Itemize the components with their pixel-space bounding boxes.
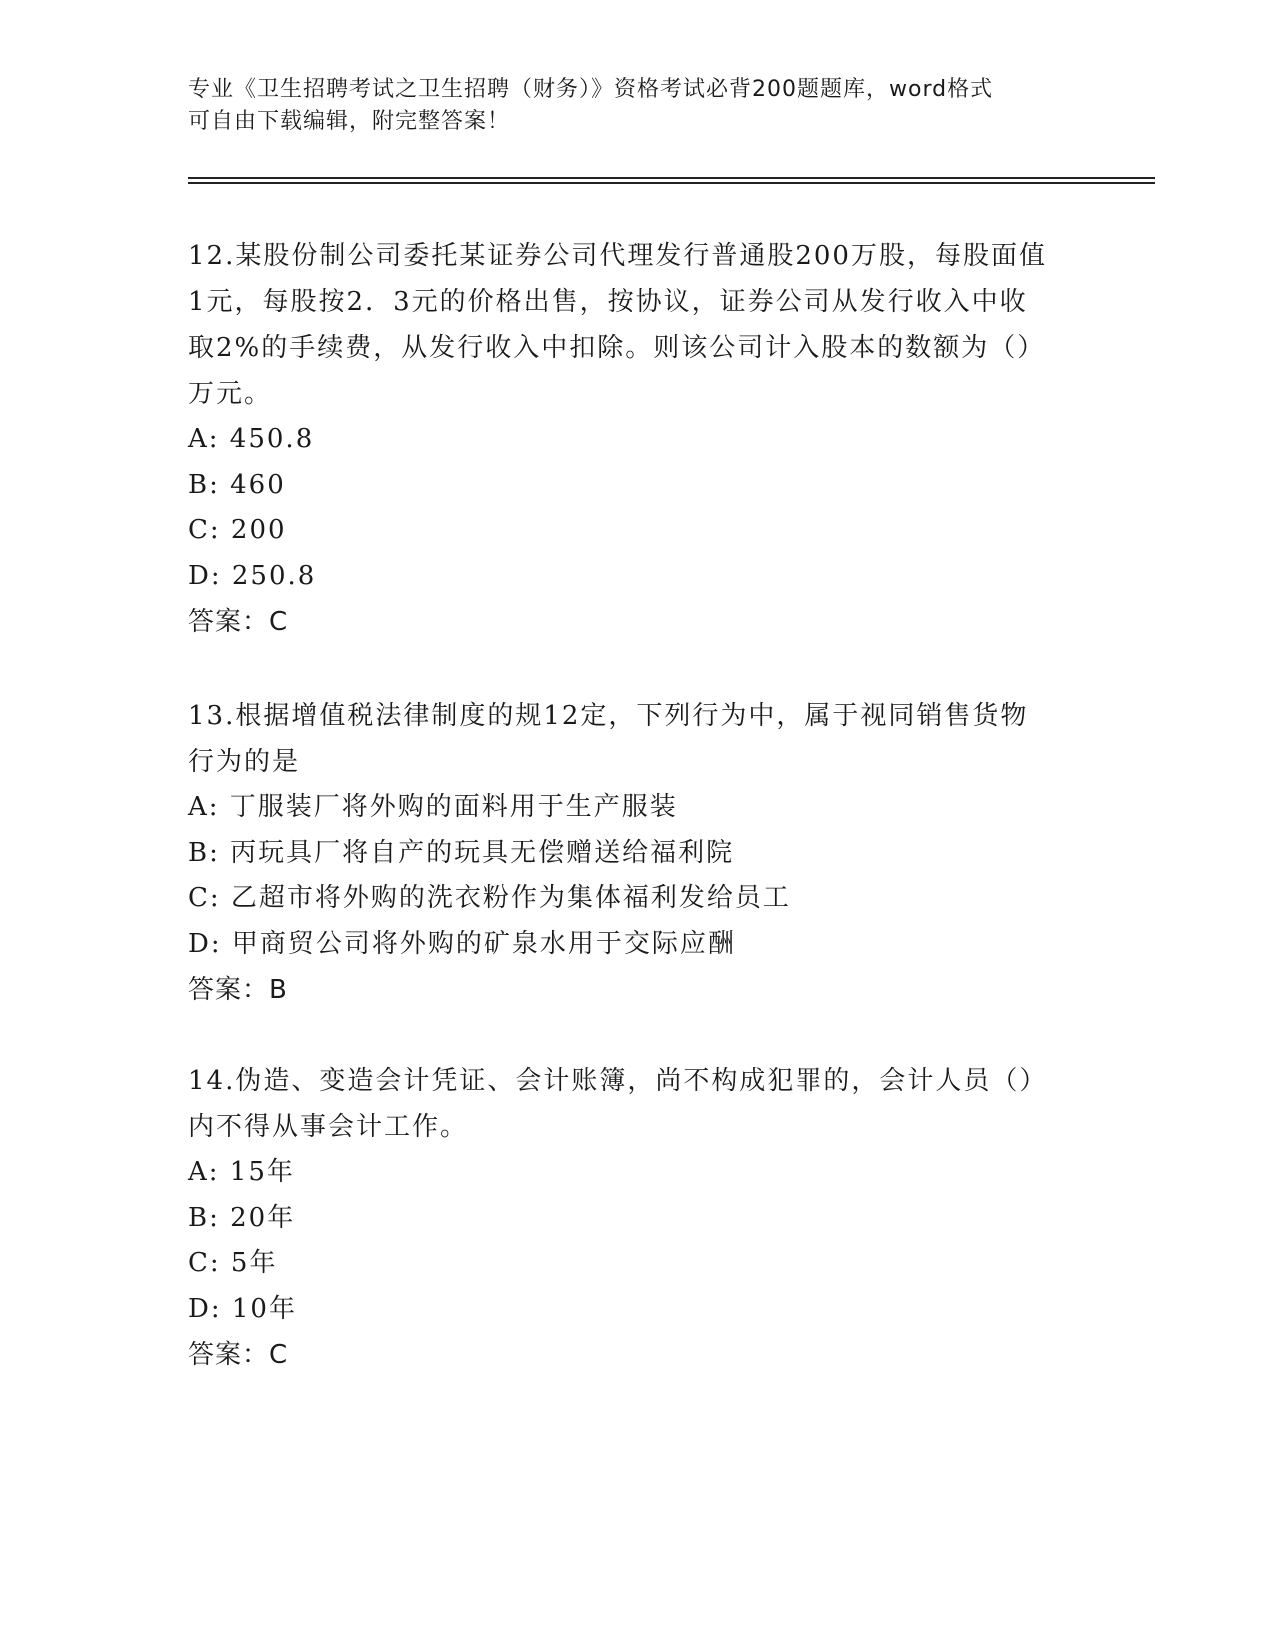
answer: 答案：B — [188, 975, 288, 1005]
option-c: C: 200 — [188, 515, 287, 545]
question-stem — [188, 1058, 1088, 1150]
answer: 答案：C — [188, 1340, 289, 1370]
header-rule-top — [188, 177, 1155, 179]
header-rule-bottom — [188, 182, 1155, 184]
stem-line: 14.伪造、变造会计凭证、会计账簿，尚不构成犯罪的，会计人员（） — [188, 1066, 1048, 1096]
option-c: C: 乙超市将外购的洗衣粉作为集体福利发给员工 — [188, 883, 791, 913]
option-d: D: 甲商贸公司将外购的矿泉水用于交际应酬 — [188, 928, 736, 959]
question-stem — [188, 233, 1088, 417]
option-b: B: 丙玩具厂将自产的玩具无偿赠送给福利院 — [188, 837, 735, 868]
option-c: C: 5年 — [188, 1248, 278, 1278]
stem-line: 内不得从事会计工作。 — [188, 1112, 469, 1142]
option-b: B: 20年 — [188, 1202, 296, 1233]
question-14 — [188, 1058, 1088, 1378]
stem-line: 行为的是 — [188, 747, 301, 777]
stem-line: 13.根据增值税法律制度的规12定，下列行为中，属于视同销售货物 — [188, 701, 1029, 731]
stem-line: 取2%的手续费，从发行收入中扣除。则该公司计入股本的数额为（） — [188, 333, 1046, 363]
header-line-1: 专业《卫生招聘考试之卫生招聘（财务）》资格考试必背200题题库，word格式 — [188, 77, 994, 102]
question-13 — [188, 693, 1088, 1013]
option-a: A: 15年 — [188, 1157, 295, 1187]
stem-line: 1元，每股按2．3元的价格出售，按协议，证券公司从发行收入中收 — [188, 287, 1028, 317]
stem-line: 万元。 — [188, 379, 273, 409]
stem-line: 12.某股份制公司委托某证券公司代理发行普通股200万股，每股面值 — [188, 241, 1047, 271]
question-stem — [188, 693, 1088, 785]
question-12 — [188, 233, 1088, 645]
header-line-2: 可自由下载编辑，附完整答案！ — [188, 109, 511, 134]
answer: 答案：C — [188, 607, 289, 637]
option-a: A: 450.8 — [188, 424, 315, 454]
option-b: B: 460 — [188, 469, 286, 500]
option-a: A: 丁服装厂将外购的面料用于生产服装 — [188, 792, 678, 822]
option-d: D: 250.8 — [188, 560, 317, 591]
document-header — [188, 74, 1068, 138]
option-d: D: 10年 — [188, 1293, 297, 1324]
